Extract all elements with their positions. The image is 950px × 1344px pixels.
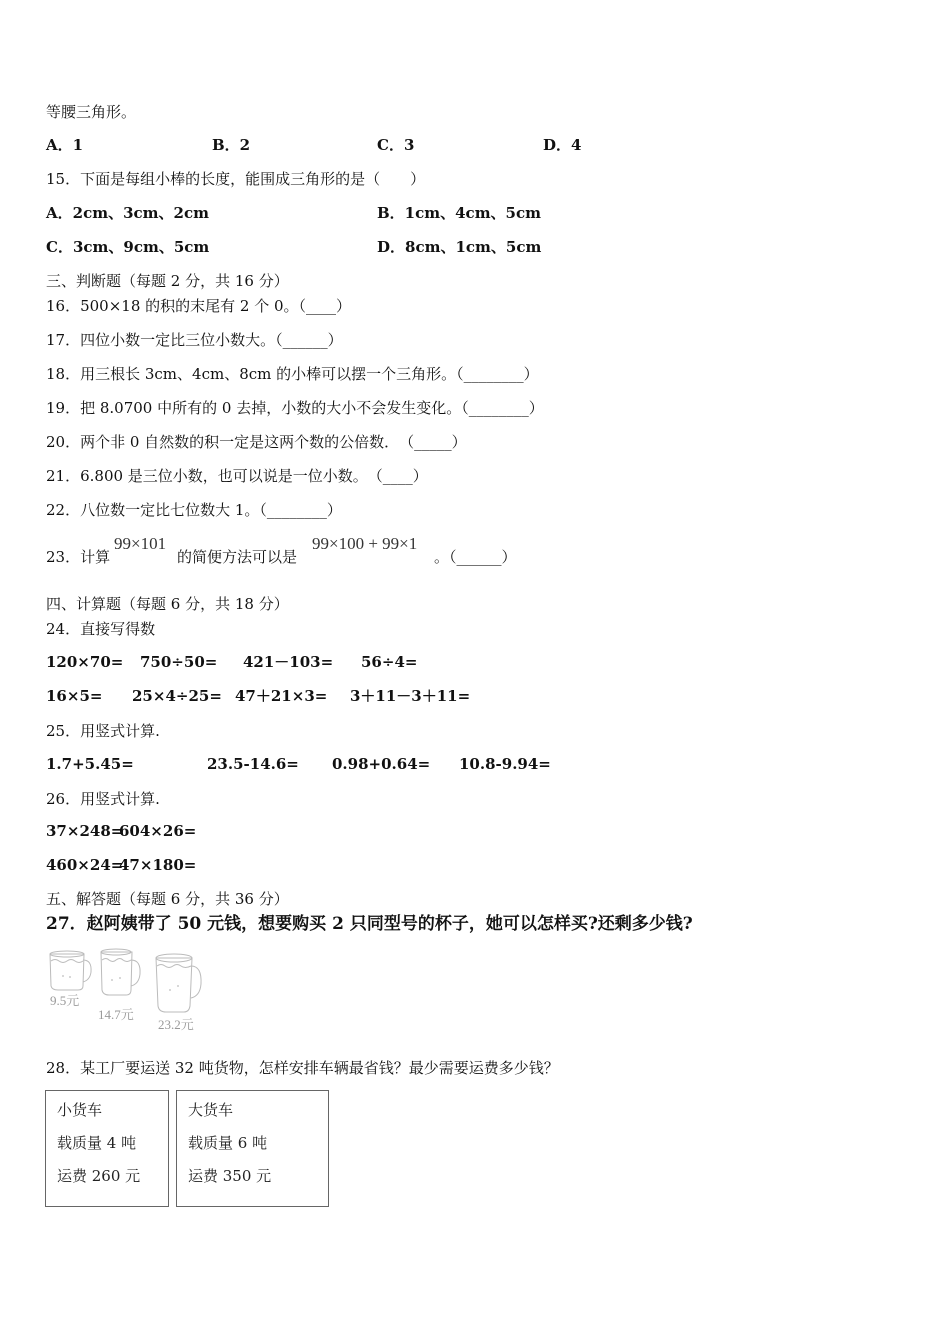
q27-stem: 27．赵阿姨带了 50 元钱，想要购买 2 只同型号的杯子，她可以怎样买?还剩多少钱? [46,914,693,934]
q17: 17．四位小数一定比三位小数大。（______） [46,331,343,349]
q14-text-tail: 等腰三角形。 [46,103,137,121]
q15-option-d: D．8cm、1cm、5cm [377,238,542,256]
q16: 16．500×18 的积的末尾有 2 个 0。（____） [46,297,352,315]
q20: 20．两个非 0 自然数的积一定是这两个数的公倍数． （_____） [46,433,467,451]
q15-option-c: C．3cm、9cm、5cm [46,238,210,256]
truck-fee: 运费 260 元 [57,1167,141,1185]
q23-prefix: 23．计算 [46,548,111,566]
q25-title: 25．用竖式计算. [46,722,160,740]
large-truck-card [176,1090,329,1207]
q26-item: 604×26= [119,822,197,840]
section5-title: 五、解答题（每题 6 分，共 36 分） [46,890,289,908]
q25-item: 0.98+0.64= [332,755,431,773]
q23-suffix: 。（______） [434,548,517,566]
q19: 19．把 8.0700 中所有的 0 去掉，小数的大小不会发生变化。（________） [46,399,544,417]
cup-price-1: 9.5元 [50,993,80,1008]
q18: 18．用三根长 3cm、4cm、8cm 的小棒可以摆一个三角形。（________） [46,365,539,383]
q24-item: 750÷50= [140,653,218,671]
q25-item: 23.5-14.6= [207,755,299,773]
q24-item: 25×4÷25= [132,687,222,705]
q24-item: 120×70= [46,653,124,671]
truck-name: 大货车 [188,1101,234,1119]
q15-option-a: A．2cm、3cm、2cm [46,204,209,222]
section4-title: 四、计算题（每题 6 分，共 18 分） [46,595,289,613]
q23-middle: 的简便方法可以是 [177,548,298,566]
q22: 22．八位数一定比七位数大 1。（________） [46,501,342,519]
truck-fee: 运费 350 元 [188,1167,272,1185]
q15-option-b: B．1cm、4cm、5cm [377,204,542,222]
q21: 21．6.800 是三位小数，也可以说是一位小数。 （____） [46,467,428,485]
cup-price-2: 14.7元 [98,1007,134,1022]
cup-price-3: 23.2元 [158,1017,194,1032]
section3-title: 三、判断题（每题 2 分，共 16 分） [46,272,289,290]
q14-option-c: C．3 [377,136,415,154]
q24-title: 24．直接写得数 [46,620,156,638]
cups-image [46,946,211,1032]
q24-item: 421－103= [243,653,334,671]
q26-item: 460×24= [46,856,124,874]
q26-title: 26．用竖式计算. [46,790,160,808]
q24-item: 16×5= [46,687,103,705]
q23-expr2: 99×100 + 99×1 [312,534,418,553]
q23-expr1: 99×101 [114,534,167,553]
q14-option-a: A．1 [46,136,84,154]
truck-name: 小货车 [57,1101,103,1119]
q14-option-d: D．4 [543,136,582,154]
q25-item: 1.7+5.45= [46,755,134,773]
q14-option-b: B．2 [212,136,251,154]
q24-item: 56÷4= [361,653,418,671]
truck-capacity: 载质量 6 吨 [188,1134,268,1152]
q24-item: 3＋11－3＋11= [350,687,471,705]
q26-item: 47×180= [119,856,197,874]
truck-capacity: 载质量 4 吨 [57,1134,137,1152]
q15-stem: 15．下面是每组小棒的长度，能围成三角形的是（ ） [46,170,426,188]
q24-item: 47＋21×3= [235,687,328,705]
q26-item: 37×248= [46,822,124,840]
q28-stem: 28．某工厂要运送 32 吨货物，怎样安排车辆最省钱？最少需要运费多少钱？ [46,1059,559,1077]
q25-item: 10.8-9.94= [459,755,551,773]
small-truck-card [45,1090,169,1207]
